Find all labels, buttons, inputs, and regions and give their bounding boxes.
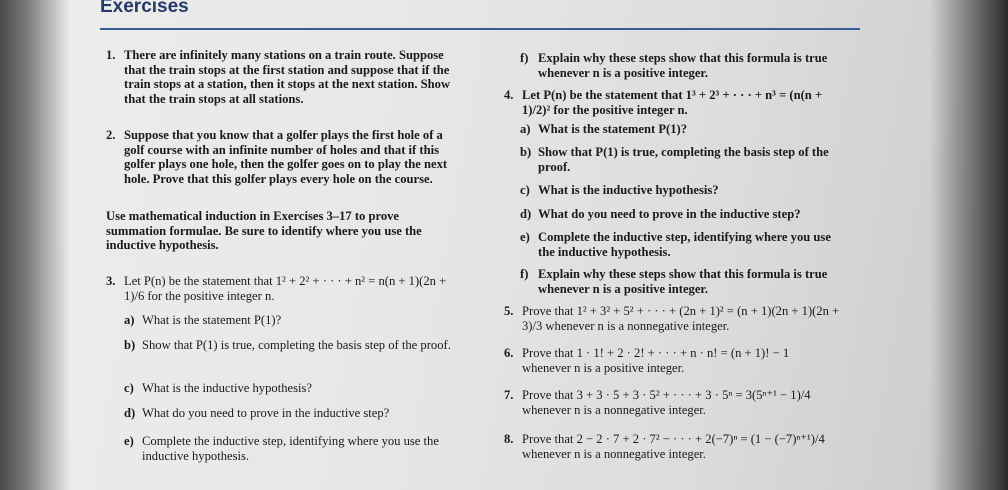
exercise-4-b: b) Show that P(1) is true, completing the basis step of the proof. xyxy=(520,145,829,174)
exercise-3: 3. Let P(n) be the statement that 1² + 2² + · · · + n² = n(n + 1)(2n + 1)/6 for the positive integer n. xyxy=(106,274,447,303)
exercise-2: 2. Suppose that you know that a golfer plays the first hole of a golf course with an infinite number of holes and that if this golfer plays one hole, then the golfer goes on to play the next hole. Prove that this golfer plays every hole on the course. xyxy=(106,128,448,186)
exercise-6: 6. Prove that 1 · 1! + 2 · 2! + · · · + n · n! = (n + 1)! − 1 whenever n is a positive integer. xyxy=(504,346,790,375)
exercise-7: 7. Prove that 3 + 3 · 5 + 3 · 5² + · · · + 3 · 5ⁿ = 3(5ⁿ⁺¹ − 1)/4 whenever n is a nonnegative integer. xyxy=(504,388,811,417)
header-rule xyxy=(100,28,860,30)
exercise-8: 8. Prove that 2 − 2 · 7 + 2 · 7² − · · · + 2(−7)ⁿ = (1 − (−7)ⁿ⁺¹)/4 whenever n is a nonnegative integer. xyxy=(504,432,825,461)
exercise-3-b: b) Show that P(1) is true, completing the basis step of the proof. xyxy=(124,338,451,352)
exercise-4-a: a) What is the statement P(1)? xyxy=(520,122,687,136)
exercise-3-a: a) What is the statement P(1)? xyxy=(124,313,282,327)
exercise-4-e: e) Complete the inductive step, identifying where you use the inductive hypothesis. xyxy=(520,230,831,259)
exercise-5: 5. Prove that 1² + 3² + 5² + · · · + (2n + 1)² = (n + 1)(2n + 1)(2n + 3)/3 whenever n is a nonnegative integer. xyxy=(504,304,840,333)
exercise-1: 1. There are infinitely many stations on a train route. Suppose that the train stops at the first station and suppose that if the train stops at a station, then it stops at the next station. Show that the train stops at all stations. xyxy=(106,48,451,106)
exercise-3-e: e) Complete the inductive step, identifying where you use the inductive hypothesis. xyxy=(124,434,439,463)
instructions: Use mathematical induction in Exercises 3–17 to prove summation formulae. Be sure to identify where you use the inductive hypothesis. xyxy=(106,209,422,252)
section-header: Exercises xyxy=(100,0,189,17)
exercise-4: 4. Let P(n) be the statement that 1³ + 2³ + · · · + n³ = (n(n + 1)/2)² for the positive integer n. xyxy=(504,88,823,117)
exercise-3-d: d) What do you need to prove in the inductive step? xyxy=(124,406,390,420)
exercise-4-d: d) What do you need to prove in the inductive step? xyxy=(520,207,801,221)
exercise-4-c: c) What is the inductive hypothesis? xyxy=(520,183,719,197)
exercise-3-c: c) What is the inductive hypothesis? xyxy=(124,381,312,395)
exercise-3-f: f) Explain why these steps show that this formula is true whenever n is a positive integer. xyxy=(520,51,828,80)
exercise-4-f: f) Explain why these steps show that this formula is true whenever n is a positive integer. xyxy=(520,267,828,296)
